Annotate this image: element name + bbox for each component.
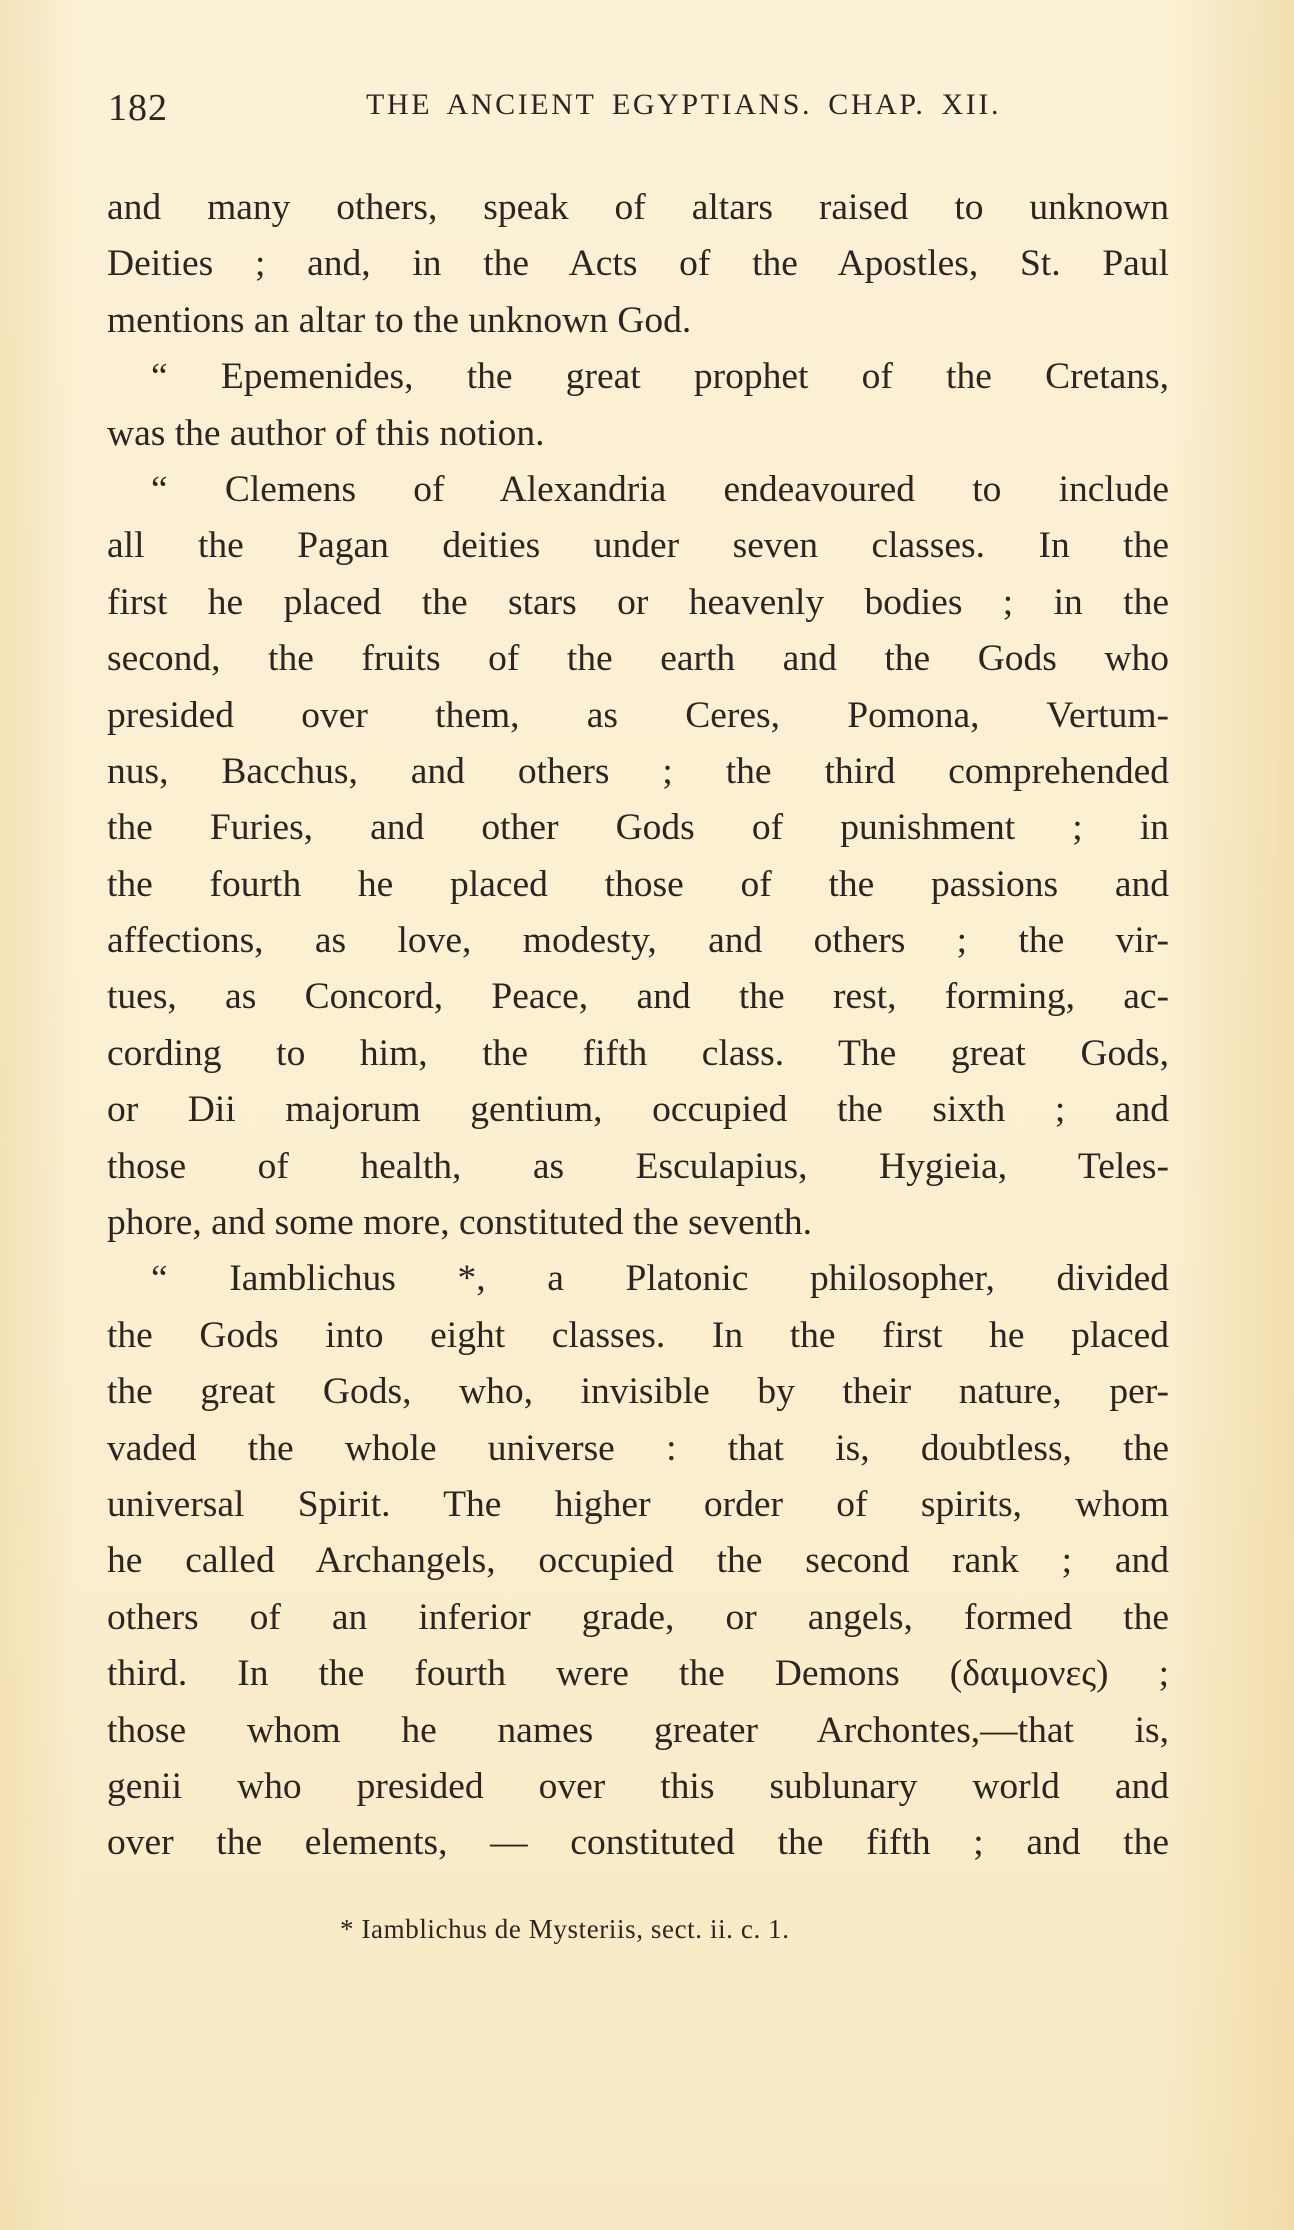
text-line: “ Epemenides, the great prophet of the Cretans,	[151, 356, 1169, 398]
text-line: third. In the fourth were the Demons (δαιμονες) ;	[107, 1653, 1169, 1695]
text-line: “ Iamblichus *, a Platonic philosopher, divided	[151, 1258, 1169, 1300]
text-line: nus, Bacchus, and others ; the third comprehended	[107, 750, 1169, 792]
body-text	[107, 180, 1169, 1872]
page-header	[108, 86, 1168, 130]
text-line: first he placed the stars or heavenly bodies ; in the	[107, 581, 1169, 623]
text-line: Deities ; and, in the Acts of the Apostles, St. Paul	[107, 243, 1169, 285]
footnote: * Iamblichus de Mysteriis, sect. ii. c. 1.	[340, 1914, 790, 1944]
page-number: 182	[108, 87, 168, 129]
text-line: those of health, as Esculapius, Hygieia, Teles-	[107, 1145, 1169, 1187]
text-line: presided over them, as Ceres, Pomona, Vertum-	[107, 694, 1169, 736]
text-line: over the elements, — constituted the fifth ; and the	[107, 1822, 1169, 1864]
text-line: vaded the whole universe : that is, doubtless, the	[107, 1427, 1169, 1469]
text-line: the fourth he placed those of the passions and	[107, 863, 1169, 905]
text-line: the Gods into eight classes. In the first he placed	[107, 1314, 1169, 1356]
text-line: and many others, speak of altars raised to unknown	[107, 187, 1169, 228]
text-line: or Dii majorum gentium, occupied the sixth ; and	[107, 1089, 1169, 1131]
text-line: he called Archangels, occupied the second rank ; and	[107, 1540, 1169, 1582]
text-line: others of an inferior grade, or angels, formed the	[107, 1596, 1169, 1638]
text-line: cording to him, the fifth class. The great Gods,	[107, 1032, 1169, 1074]
text-line: the Furies, and other Gods of punishment ; in	[107, 807, 1169, 849]
text-line: was the author of this notion.	[107, 412, 545, 454]
text-line: affections, as love, modesty, and others ; the vir-	[107, 920, 1169, 962]
text-line: genii who presided over this sublunary world and	[107, 1765, 1169, 1807]
running-head: THE ANCIENT EGYPTIANS. CHAP. XII.	[366, 88, 1002, 121]
text-line: those whom he names greater Archontes,—that is,	[107, 1709, 1169, 1751]
text-line: all the Pagan deities under seven classes. In the	[107, 525, 1169, 567]
text-line: universal Spirit. The higher order of spirits, whom	[107, 1483, 1169, 1525]
text-line: tues, as Concord, Peace, and the rest, forming, ac-	[107, 976, 1169, 1018]
text-line: mentions an altar to the unknown God.	[107, 299, 692, 341]
text-line: “ Clemens of Alexandria endeavoured to include	[151, 468, 1169, 510]
text-line: second, the fruits of the earth and the Gods who	[107, 638, 1169, 680]
text-line: phore, and some more, constituted the seventh.	[107, 1202, 813, 1244]
text-line: the great Gods, who, invisible by their nature, per-	[107, 1371, 1169, 1413]
